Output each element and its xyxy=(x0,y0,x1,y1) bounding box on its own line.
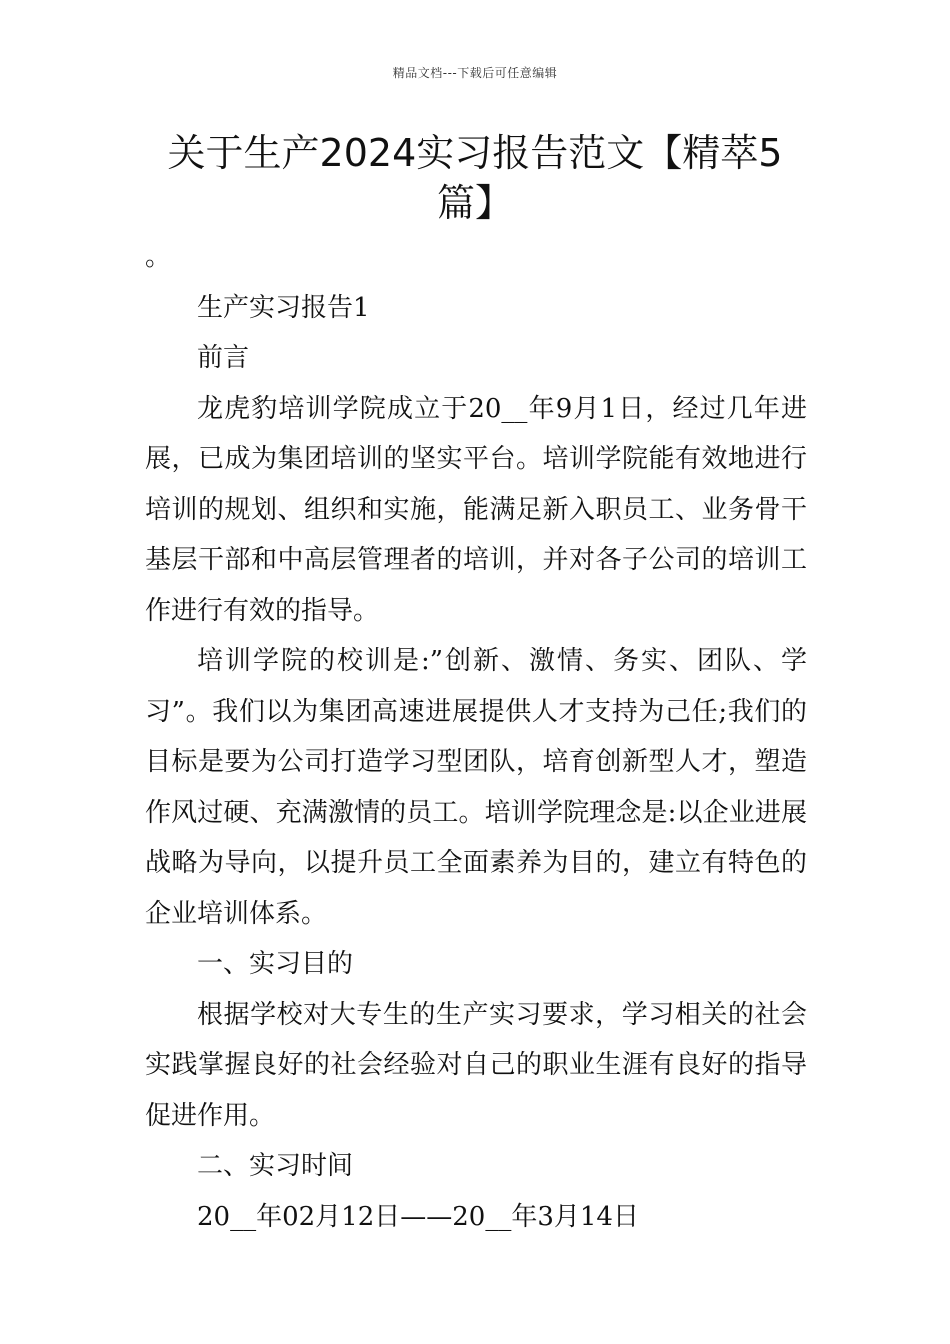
section-heading: 生产实习报告1 xyxy=(197,292,370,323)
section-heading: 二、实习时间 xyxy=(197,1151,354,1181)
header-note: 精品文档---下载后可任意编辑 xyxy=(392,66,558,80)
paragraph: 20__年02月12日——20__年3月14日 xyxy=(197,1201,639,1232)
document-title: 关于生产2024实习报告范文【精萃5篇】 xyxy=(167,131,783,225)
paragraph: 培训学院的校训是:”创新、激情、务实、团队、学习”。我们以为集团高速进展提供人才支持为己任;我们的目标是要为公司打造学习型团队，培育创新型人才，塑造作风过硬、充满激情的员工。培训学院理念是:以企业进展战略为导向，以提升员工全面素养为目的，建立有特色的企业培训体系。 xyxy=(145,646,807,929)
document-body xyxy=(145,232,807,1242)
paragraph: 根据学校对大专生的生产实习要求，学习相关的社会实践掌握良好的社会经验对自己的职业生涯有良好的指导促进作用。 xyxy=(145,999,807,1131)
paragraph: 。 xyxy=(145,242,172,272)
paragraph: 龙虎豹培训学院成立于20__年9月1日，经过几年进展，已成为集团培训的坚实平台。培训学院能有效地进行培训的规划、组织和实施，能满足新入职员工、业务骨干基层干部和中高层管理者的培训，并对各子公司的培训工作进行有效的指导。 xyxy=(145,393,807,626)
section-heading: 一、实习目的 xyxy=(197,949,354,979)
section-heading: 前言 xyxy=(197,343,250,373)
